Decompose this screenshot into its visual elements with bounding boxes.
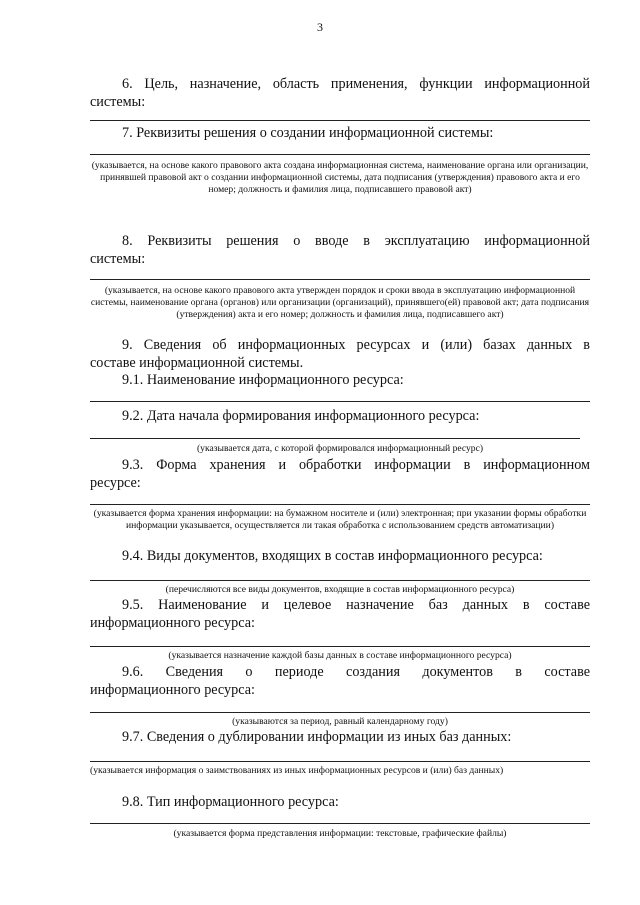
section-6-line1: 6. Цель, назначение, область применения, функции информационной	[122, 76, 590, 92]
section-9-8-hint-box	[90, 828, 590, 840]
section-9-6-hint-box	[90, 716, 590, 728]
section-8-hint: (указывается, на основе какого правового акта утвержден порядок и сроки ввода в эксплуатацию информационной системы, наименование органа (органов) или организации (организаций), принявшего(ей) правовой акт; дата подписания (утверждения) акта и его номер; должность и фамилия лица, подписавшего акт)	[90, 285, 590, 320]
section-9-line1: 9. Сведения об информационных ресурсах и (или) базах данных в	[122, 337, 590, 353]
section-9-4-fill-line	[90, 580, 590, 581]
section-9-2-hint: (указывается дата, с которой формировался информационный ресурс)	[196, 443, 484, 454]
section-9-6-line2: информационного ресурса:	[90, 681, 255, 698]
section-9-2	[90, 408, 590, 426]
section-9-3-hint: (указывается форма хранения информации: на бумажном носителе и (или) электронная; при указании формы обработки информации указывается, осуществляется ли такая обработка с использованием средств автоматизации)	[93, 508, 587, 531]
section-9-6-hint: (указываются за период, равный календарному году)	[232, 716, 448, 727]
section-9-2-heading: 9.2. Дата начала формирования информационного ресурса:	[122, 408, 480, 424]
section-9-3-line2: ресурсе:	[90, 474, 141, 491]
section-9-5-hint-box	[90, 650, 590, 662]
section-9-2-hint-box	[90, 443, 590, 455]
section-9-7-hint-box	[90, 765, 590, 777]
section-9-7-heading: 9.7. Сведения о дублировании информации из иных баз данных:	[122, 729, 512, 745]
section-8-line1: 8. Реквизиты решения о вводе в эксплуатацию информационной	[122, 233, 590, 249]
section-7-fill-line	[90, 154, 590, 155]
section-9-3	[90, 457, 590, 492]
section-9-6-fill-line	[90, 712, 590, 713]
section-7-hint: (указывается, на основе какого правового акта создана информационная система, наименование органа или организации, принявшей правовой акт о создании информационной системы, дата подписания (утверждения) правового акта и его номер; должность и фамилия лица, подписавшего правовой акт)	[91, 160, 589, 195]
page-number: 3	[317, 20, 323, 34]
section-9-4-hint: (перечисляются все виды документов, входящие в состав информационного ресурса)	[165, 584, 515, 595]
section-9-3-hint-box	[90, 508, 590, 532]
section-8-line2: системы:	[90, 250, 146, 267]
section-9-line2: составе информационной системы.	[90, 354, 304, 371]
section-9-8-heading: 9.8. Тип информационного ресурса:	[122, 794, 339, 810]
section-9-6-line1: 9.6. Сведения о периоде создания документов в составе	[122, 664, 590, 680]
section-9-5	[90, 597, 590, 632]
section-9	[90, 337, 590, 390]
section-9-3-fill-line	[90, 504, 590, 505]
section-7	[90, 125, 590, 143]
section-9-8-fill-line	[90, 823, 590, 824]
section-9-7-fill-line	[90, 761, 590, 762]
section-9-8-hint: (указывается форма представления информации: текстовые, графические файлы)	[173, 828, 507, 839]
section-9-7	[90, 729, 590, 747]
section-6	[90, 76, 590, 111]
section-9-7-hint: (указывается информация о заимствованиях из иных информационных ресурсов и (или) баз данных)	[90, 765, 504, 776]
section-9-5-line1: 9.5. Наименование и целевое назначение баз данных в составе	[122, 597, 590, 613]
section-9-5-fill-line	[90, 646, 590, 647]
section-9-5-hint: (указывается назначение каждой базы данных в составе информационного ресурса)	[168, 650, 512, 661]
section-6-line2: системы:	[90, 93, 146, 110]
section-9-8	[90, 794, 590, 812]
section-8	[90, 233, 590, 268]
section-9-1-fill-line	[90, 401, 590, 402]
section-7-hint-box	[90, 160, 590, 196]
section-9-3-line1: 9.3. Форма хранения и обработки информации в информационном	[122, 457, 590, 473]
section-9-2-fill-line	[90, 438, 580, 439]
section-9-4-heading: 9.4. Виды документов, входящих в состав информационного ресурса:	[122, 548, 543, 564]
section-8-fill-line	[90, 279, 590, 280]
section-7-heading: 7. Реквизиты решения о создании информационной системы:	[122, 125, 494, 141]
section-9-4-hint-box	[90, 584, 590, 596]
section-9-1: 9.1. Наименование информационного ресурса:	[122, 372, 404, 388]
section-9-4	[90, 548, 590, 566]
section-9-6	[90, 664, 590, 699]
section-9-5-line2: информационного ресурса:	[90, 614, 255, 631]
section-6-fill-line	[90, 120, 590, 121]
section-8-hint-box	[90, 285, 590, 321]
